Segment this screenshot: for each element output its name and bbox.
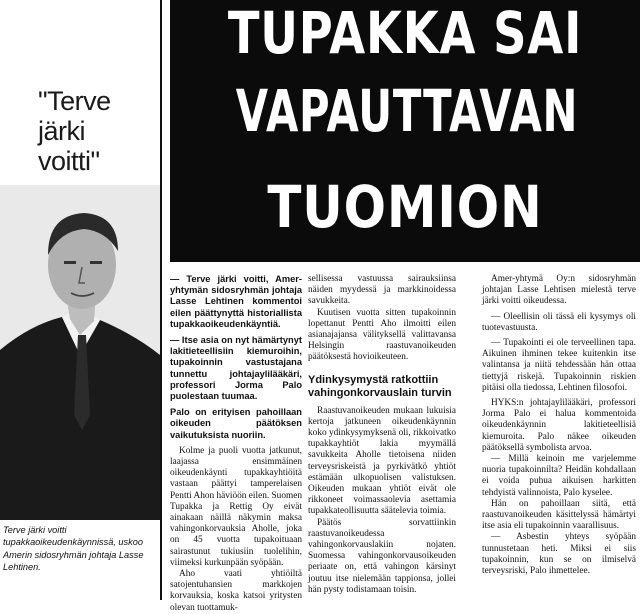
body-paragraph: Päätös sorvattiinkin raastuvanoikeudessa vahingonkorvauslakiin nojaten. Suomessa vahingonkorvausoikeuden periaate on, että vahingon kärsinyt joutuu itse nielemään tappionsa, jollei hän pysty todistamaan toisin. bbox=[308, 517, 456, 595]
body-paragraph: Hän on pahoillaan siitä, että raastuvanoikeuden käsittelyssä hämärtyi itse asia eli tupakoinnin vaarallisuus. bbox=[482, 498, 636, 532]
body-paragraph: — Oleellisin oli tässä eli kysymys oli tuotevastuusta. bbox=[482, 311, 636, 333]
headline-line-3: TUOMION bbox=[267, 173, 543, 241]
body-paragraph: Raastuvanoikeuden mukaan lukuisia kertoja jatkuneen oikeudenkäynnin koko ydinkysymyksenä oli, rikkoivatko tupakkayhtiöt lakia myymällä savukkeita Aholle tietoisena niiden terveysriskeistä ja pyrkivätkö yhtiöt estämään ulkopuolisen valistuksen. Oikeuden mukaan yhtiöt eivät ole rikkoneet voimassaolevia asettamia tupakkateollisuutta säätelevia toimia. bbox=[308, 405, 456, 517]
body-paragraph: — Asbestin yhteys syöpään tunnustetaan heti. Miksi ei siis tupakoinnin, kun se on ilmiselvä terveysriski, Palo ihmettelee. bbox=[482, 532, 636, 577]
body-paragraph: sellisessa vastuussa sairauksiinsa näiden myydessä ja markkinoidessa savukkeita. bbox=[308, 274, 456, 307]
body-paragraph: Aho vaati yhtiöiltä satojentuhansien markkojen korvauksia, koska katsoi yritysten olevan tuottamuk- bbox=[170, 569, 302, 613]
photo-column bbox=[0, 0, 160, 600]
body-paragraph: HYKS:n johtajaylilääkäri, professori Jorma Palo ei halua kommentoida oikeudenkäynnin lakitieteellisiä kiemuroita. Palo näkee oikeuden päätöksellä symbolista arvoa. bbox=[482, 398, 636, 453]
pull-quote-line: voitti" bbox=[38, 146, 100, 176]
headline-block bbox=[170, 0, 640, 262]
pull-quote-line: järki bbox=[38, 116, 86, 146]
portrait-photo bbox=[0, 185, 160, 520]
lead-paragraph: — Terve järki voitti, Amer-yhtymän sidosryhmän johtaja Lasse Lehtinen kommentoi eilen päättynyttä historiallista tupakkaoikeudenkäyntiä. bbox=[170, 274, 302, 329]
headline-line-2: VAPAUTTAVAN bbox=[235, 77, 579, 145]
body-paragraph: Kolme ja puoli vuotta jatkunut, laajassa ensimmäinen oikeudenkäynti tupakkayhtiöitä vastaan päättyi tamperelaisen Pentti Ahon häviöön eilen. Suomen Tupakka ja Rettig Oy eivät ainakaan näillä näkymin maksa vahingonkorvauksia Aholle, joka on 45 vuotta tupakoituaan sairastunut tukiusiin tuolelihin, viimeksi kurkunpään syöpään. bbox=[170, 445, 302, 568]
subheading: Ydinkysymystä ratkottiin vahingonkorvauslain turvin bbox=[308, 373, 452, 399]
body-paragraph: Amer-yhtymä Oy:n sidosryhmän johtajan Lasse Lehtisen mielestä terve järki voitti oikeudessa. bbox=[482, 274, 636, 307]
lead-paragraph: Palo on erityisen pahoillaan oikeuden päätöksen vaikutuksista nuoriin. bbox=[170, 407, 302, 440]
article-column-3 bbox=[482, 274, 636, 577]
body-paragraph: Kuutisen vuotta sitten tupakoinnin lopettanut Pentti Aho ilmoitti eilen asianajajansa välityksellä valittavansa Helsingin raastuvanoikeuden päätöksestä hovioikeuteen. bbox=[308, 307, 456, 363]
portrait-illustration bbox=[0, 185, 160, 520]
headline-line-1: TUPAKKA SAI bbox=[227, 0, 583, 67]
article-column-2 bbox=[308, 274, 456, 596]
pull-quote-line: "Terve bbox=[38, 86, 111, 116]
body-paragraph: — Tupakointi ei ole terveellinen tapa. Aikuinen ihminen tekee kuitenkin itse valintansa ja niitä tehdessään hän ottaa tiettyjä riskejä. Tupakoinnin riskien pitäisi olla tiedossa, Lehtinen filosofoi. bbox=[482, 338, 636, 393]
photo-caption: Terve järki voitti tupakkaoikeudenkäynnissä, uskoo Amerin sidosryhmän johtaja Lasse Lehtinen. bbox=[3, 525, 144, 573]
pull-quote bbox=[38, 86, 153, 176]
article-column-1 bbox=[170, 274, 302, 614]
lead-paragraph: — Itse asia on nyt hämärtynyt lakitieteellisiin kiemuroihin, tupakoinnin vastustajana tunnettu johtajaylilääkäri, professori Jorma Palo puolestaan tuumaa. bbox=[170, 335, 302, 402]
photo-column-rule bbox=[160, 0, 162, 600]
body-paragraph: — Millä keinoin me varjelemme nuoria tupakoinnilta? Heidän kohdallaan ei voida puhua aikuisen harkitten tehdyistä valinnoista, Palo kyselee. bbox=[482, 454, 636, 498]
